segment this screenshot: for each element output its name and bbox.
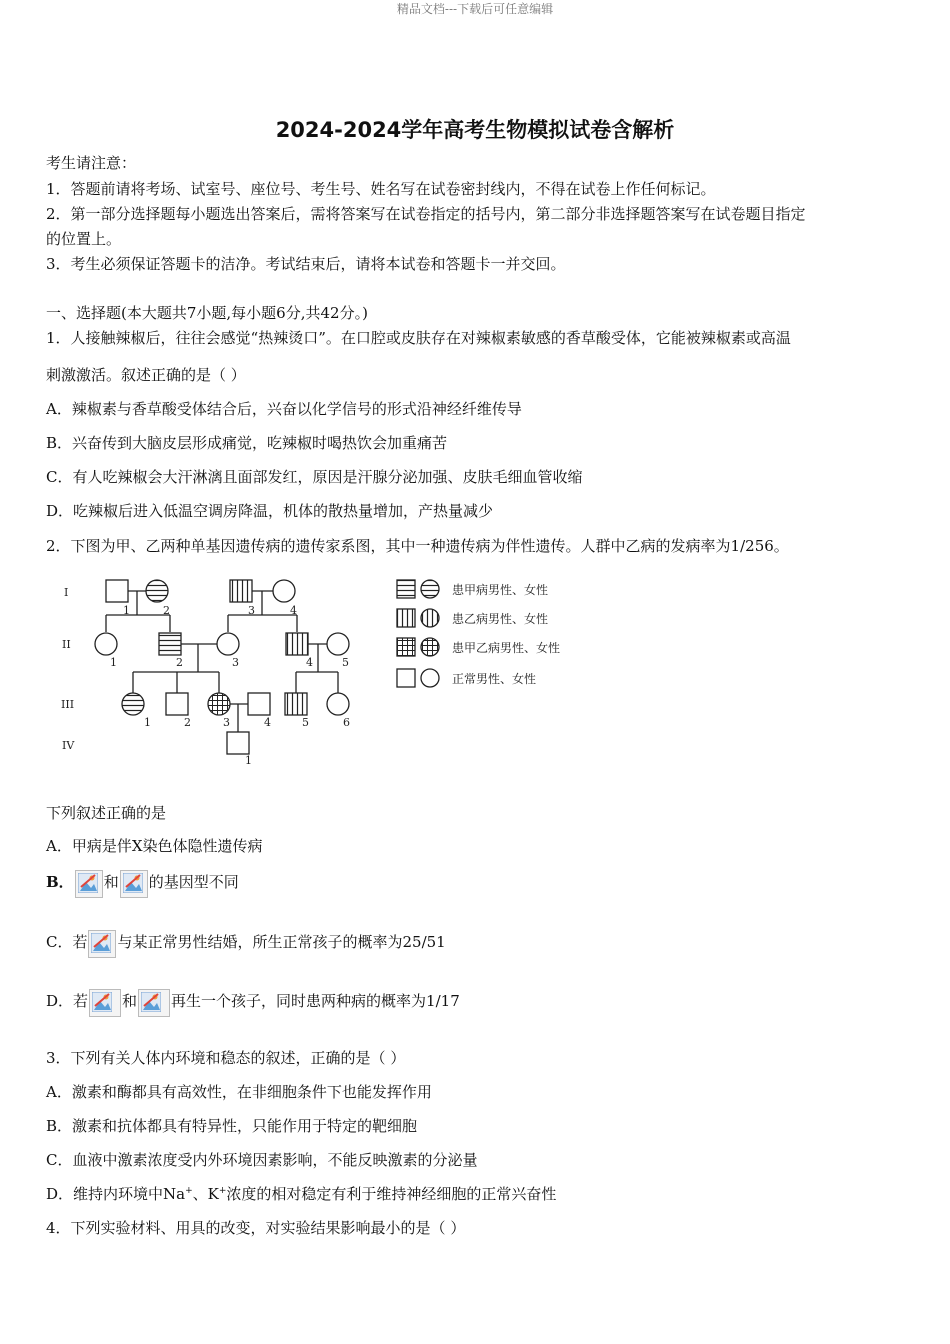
legend-female-affected-b — [421, 609, 439, 627]
pedigree-male — [248, 693, 270, 715]
generation-label: IV — [62, 739, 75, 752]
legend-male-affected-b — [397, 609, 415, 627]
broken-image-icon — [120, 870, 148, 898]
pedigree-male — [166, 693, 188, 715]
q1-option-c: C．有人吃辣椒会大汗淋漓且面部发红，原因是汗腺分泌加强、皮肤毛细血管收缩 — [46, 468, 583, 486]
pedigree-female — [327, 693, 349, 715]
legend-male-normal — [397, 669, 415, 687]
legend-female-normal — [421, 669, 439, 687]
q1-stem-b: 刺激激活。叙述正确的是（ ） — [46, 366, 246, 384]
svg-text:1: 1 — [245, 754, 252, 767]
superscript: + — [185, 1186, 193, 1196]
svg-text:3: 3 — [223, 716, 230, 729]
pedigree-male-affected-b — [286, 633, 308, 655]
option-text: 再生一个孩子，同时患两种病的概率为1/17 — [171, 992, 460, 1010]
pedigree-diagram — [40, 568, 600, 776]
option-label: B． — [46, 873, 74, 891]
broken-image-icon — [88, 930, 116, 958]
notice-item-3: 3．考生必须保证答题卡的洁净。考试结束后，请将本试卷和答题卡一并交回。 — [46, 255, 566, 273]
q2-lead: 下列叙述正确的是 — [46, 804, 167, 822]
legend-male-affected-ab — [397, 638, 415, 656]
pedigree-female — [327, 633, 349, 655]
q1-option-d: D．吃辣椒后进入低温空调房降温，机体的散热量增加，产热量减少 — [46, 502, 494, 520]
svg-text:1: 1 — [144, 716, 151, 729]
q2-option-d — [46, 985, 460, 1017]
pedigree-female-affected-ab — [208, 693, 230, 715]
q3-option-c: C．血液中激素浓度受内外环境因素影响，不能反映激素的分泌量 — [46, 1151, 478, 1169]
svg-text:2: 2 — [176, 656, 183, 669]
svg-text:4: 4 — [290, 604, 297, 617]
pedigree-male — [106, 580, 128, 602]
svg-text:3: 3 — [232, 656, 239, 669]
generation-label: I — [64, 586, 69, 599]
q2-option-b — [46, 866, 239, 898]
svg-text:1: 1 — [123, 604, 130, 617]
legend-female-affected-ab — [421, 638, 439, 656]
legend-label: 患乙病男性、女性 — [452, 612, 549, 626]
option-text: 浓度的相对稳定有利于维持神经细胞的正常兴奋性 — [226, 1185, 557, 1203]
q2-option-c — [46, 926, 446, 958]
generation-label: III — [61, 698, 75, 711]
svg-text:6: 6 — [343, 716, 350, 729]
broken-image-icon — [75, 870, 103, 898]
pedigree-female — [273, 580, 295, 602]
broken-image-icon — [89, 989, 121, 1017]
legend-label: 正常男性、女性 — [452, 672, 537, 686]
svg-text:2: 2 — [163, 604, 170, 617]
broken-image-icon — [138, 989, 170, 1017]
option-text: D．维持内环境中Na — [46, 1185, 186, 1203]
notice-item-2a: 2．第一部分选择题每小题选出答案后，需将答案写在试卷指定的括号内，第二部分非选择题答案写在试卷题目指定 — [46, 205, 806, 223]
option-text: 的基因型不同 — [148, 873, 239, 891]
pedigree-female — [95, 633, 117, 655]
legend-female-affected-a — [421, 580, 439, 598]
q1-option-a: A．辣椒素与香草酸受体结合后，兴奋以化学信号的形式沿神经纤维传导 — [46, 400, 522, 418]
svg-text:3: 3 — [248, 604, 255, 617]
option-label: D．若 — [46, 992, 89, 1010]
pedigree-male-affected-a — [159, 633, 181, 655]
q3-stem: 3．下列有关人体内环境和稳态的叙述，正确的是（ ） — [46, 1049, 406, 1067]
q3-option-b: B．激素和抗体都具有特异性，只能作用于特定的靶细胞 — [46, 1117, 418, 1135]
svg-text:4: 4 — [306, 656, 313, 669]
superscript: + — [218, 1186, 227, 1196]
legend-male-affected-a — [397, 580, 415, 598]
pedigree-male-affected-b — [285, 693, 307, 715]
q1-stem-a: 1．人接触辣椒后，往往会感觉“热辣烫口”。在口腔或皮肤存在对辣椒素敏感的香草酸受体，它能被辣椒素或高温 — [46, 329, 791, 347]
notice-heading: 考生请注意： — [46, 154, 137, 172]
option-label: C．若 — [46, 933, 88, 951]
option-text: 、K — [192, 1185, 219, 1203]
svg-text:1: 1 — [110, 656, 117, 669]
q3-option-a: A．激素和酶都具有高效性，在非细胞条件下也能发挥作用 — [46, 1083, 432, 1101]
section-heading: 一、选择题(本大题共7小题,每小题6分,共42分。) — [46, 304, 368, 322]
q4-stem: 4．下列实验材料、用具的改变，对实验结果影响最小的是（ ） — [46, 1219, 466, 1237]
and-text: 和 — [103, 873, 119, 891]
and-text: 和 — [122, 992, 138, 1010]
generation-label: II — [62, 638, 71, 651]
pedigree-female-affected-a — [122, 693, 144, 715]
svg-text:5: 5 — [302, 716, 309, 729]
pedigree-male-affected-b — [230, 580, 252, 602]
svg-text:5: 5 — [342, 656, 349, 669]
notice-item-2b: 的位置上。 — [46, 230, 122, 248]
pedigree-male — [227, 732, 249, 754]
legend-label: 患甲乙病男性、女性 — [452, 641, 561, 655]
q3-option-d — [46, 1183, 556, 1204]
legend-label: 患甲病男性、女性 — [452, 583, 549, 597]
pedigree-female — [217, 633, 239, 655]
q1-option-b: B．兴奋传到大脑皮层形成痛觉，吃辣椒时喝热饮会加重痛苦 — [46, 434, 448, 452]
svg-text:4: 4 — [264, 716, 271, 729]
notice-item-1: 1．答题前请将考场、试室号、座位号、考生号、姓名写在试卷密封线内，不得在试卷上作任何标记。 — [46, 180, 716, 198]
page-title: 2024-2024学年高考生物模拟试卷含解析 — [275, 118, 675, 142]
header-note: 精品文档---下载后可任意编辑 — [396, 2, 554, 16]
pedigree-female-affected-a — [146, 580, 168, 602]
q2-option-a: A．甲病是伴X染色体隐性遗传病 — [46, 837, 263, 855]
q2-stem: 2．下图为甲、乙两种单基因遗传病的遗传家系图，其中一种遗传病为伴性遗传。人群中乙病的发病率为1/256。 — [46, 537, 789, 555]
option-text: 与某正常男性结婚，所生正常孩子的概率为25/51 — [117, 933, 446, 951]
svg-text:2: 2 — [184, 716, 191, 729]
